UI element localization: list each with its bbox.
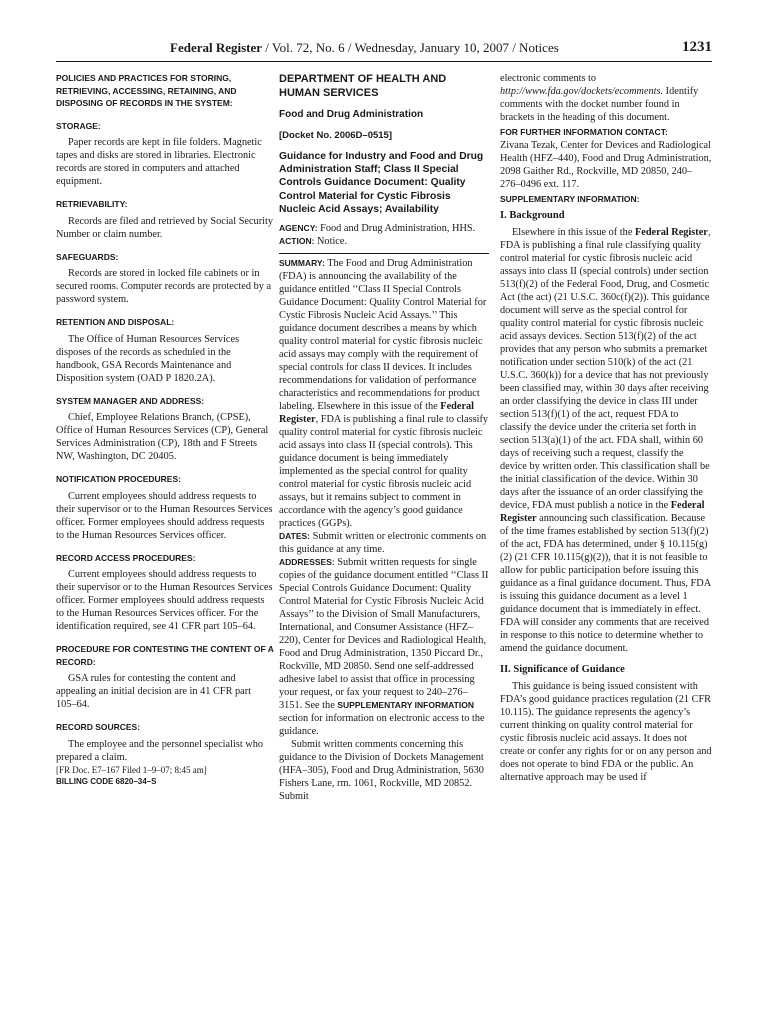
action-text: Notice. xyxy=(314,236,348,248)
background-federal-register-1: Federal Register xyxy=(634,227,708,238)
journal-name: Federal Register xyxy=(170,40,263,55)
storage-text: Paper records are kept in file folders. Magnetic tapes and disks are stored in libraries. Electronic records are stored in computers and attached equipment. xyxy=(56,137,262,187)
agency-text: Food and Drug Administration, HHS. xyxy=(317,223,476,235)
action-line xyxy=(279,235,489,248)
background-federal-register-2: Federal Register xyxy=(500,500,705,524)
significance-text: This guidance is being issued consistent with FDA’s good guidance practices regulation (21 CFR 10.115). The guidance represents the agency’s current thinking on quality control material for cystic fibrosis nucleic acid assays. It does not create or confer any rights for or on any person and does not operate to bind FDA or the public. An alternative approach may be used if xyxy=(500,681,712,783)
column-3 xyxy=(500,72,712,784)
column-2 xyxy=(279,72,489,803)
addresses-supplementary: SUPPLEMENTARY INFORMATION xyxy=(337,700,474,711)
record-sources-text: The employee and the personnel specialist who prepared a claim. xyxy=(56,738,264,763)
record-sources-heading: RECORD SOURCES: xyxy=(56,722,141,732)
retrievability-heading: RETRIEVABILITY: xyxy=(56,199,128,209)
electronic-comments-paragraph xyxy=(500,72,712,124)
dates-text: Submit written or electronic comments on this guidance at any time. xyxy=(279,531,487,556)
storage-heading: STORAGE: xyxy=(56,120,101,131)
agency-line xyxy=(279,222,489,235)
record-access-text: Current employees should address requests to their supervisor or to the Human Resources Services officer. Former employees should address requests to the Human Resources Services officer. For the identification required, see 41 CFR part 105–64. xyxy=(56,569,273,632)
policies-heading: POLICIES AND PRACTICES FOR STORING, RETRIEVING, ACCESSING, RETAINING, AND DISPOSING OF RECORDS IN THE SYSTEM: xyxy=(56,73,237,108)
summary-text-2: , FDA is publishing a final rule to classify quality control material for cystic fibrosis nucleic acid assays into class II (special controls). This guidance document is being immediately implemented as the special control for quality control material for cystic fibrosis nucleic acid assays, but it remains subject to comment in accordance with the agency’s good guidance practices (GGPs). xyxy=(279,414,489,530)
electronic-text-2: Identify comments with the docket number found in brackets in the heading of this document. xyxy=(500,86,699,123)
contact-text: Zivana Tezak, Center for Devices and Radiological Health (HFZ–440), Food and Drug Administration, 2098 Gaither Rd., Rockville, MD 20850, 240–276–0496 ext. 117. xyxy=(500,139,712,190)
background-text-1: Elsewhere in this issue of the xyxy=(512,227,635,238)
addresses-paragraph xyxy=(279,556,489,738)
addresses-text-2: section for information on electronic access to the guidance. xyxy=(279,713,485,738)
issue-info: / Vol. 72, No. 6 / Wednesday, January 10, 2007 / Notices xyxy=(262,40,559,55)
safeguards-text: Records are stored in locked file cabinets or in secured rooms. Computer records are protected by a password system. xyxy=(56,268,272,305)
notification-heading: NOTIFICATION PROCEDURES: xyxy=(56,474,181,484)
action-label: ACTION: xyxy=(279,236,315,247)
fr-doc-line: [FR Doc. E7–167 Filed 1–9–07; 8:45 am] xyxy=(56,764,207,775)
system-manager-heading: SYSTEM MANAGER AND ADDRESS: xyxy=(56,395,205,406)
department-heading: DEPARTMENT OF HEALTH AND HUMAN SERVICES xyxy=(279,73,447,99)
background-text xyxy=(500,226,712,655)
column-1 xyxy=(56,72,274,788)
billing-code: BILLING CODE 6820–34–S xyxy=(56,776,157,786)
agency-label: AGENCY: xyxy=(279,223,318,234)
background-text-3: announcing such classification. Because of the time frames established by section 513(f)(2) of the act, FDA has determined, under § 10.115(g)(2) (21 CFR 10.115(g)(2)), that it is not feasible to allow for public participation before issuing this guidance as a final guidance document. Thus, FDA is issuing this guidance document as a level 1 guidance document that is immediately in effect. FDA will consider any comments that are received in response to this notice to determine whether to amend the guidance document. xyxy=(500,513,711,654)
document-title: Guidance for Industry and Food and Drug Administration Staff; Class II Special Controls Guidance Document: Quality Control Material for Cystic Fibrosis Nucleic Acid Assays; Availability xyxy=(279,151,484,215)
header-rule xyxy=(56,61,712,62)
safeguards-heading: SAFEGUARDS: xyxy=(56,251,119,262)
contact-label: FOR FURTHER INFORMATION CONTACT: xyxy=(500,127,668,137)
retention-text: The Office of Human Resources Services disposes of the records as scheduled in the handbook, GSA Records Maintenance and Disposition system (OAD P 1820.2A). xyxy=(56,333,240,384)
system-manager-text: Chief, Employee Relations Branch, (CPSE), Office of Human Resources Services (CP), General Services Administration (CP), 18th and F Streets NW, Washington, DC 20405. xyxy=(56,412,269,462)
retrievability-text: Records are filed and retrieved by Social Security Number or claim number. xyxy=(56,215,274,240)
summary-text-1: The Food and Drug Administration (FDA) is announcing the availability of the guidance entitled ‘‘Class II Special Controls Guidance Document: Quality Control Material for Cystic Fibrosis Nucleic Acid Assays.’’ This guidance document describes a means by which quality control material for cystic fibrosis nucleic acid assays may comply with the requirement of special controls for class II devices. It includes recommendations for validation of performance characteristics and recommendations for product labeling. Elsewhere in this issue of the xyxy=(279,258,487,413)
contesting-text: GSA rules for contesting the content and appealing an initial decision are in 41 CFR part 105–64. xyxy=(56,673,252,710)
summary-paragraph xyxy=(279,257,489,530)
background-text-2: , FDA is publishing a final rule classifying quality control material for cystic fibrosis nucleic acid assays into class II (special controls) under section 513(f)(2) of the Federal Food, Drug, and Cosmetic Act (the act) (21 U.S.C. 360c(f)(2)). This guidance document will serve as the special control for quality control material for cystic fibrosis nucleic acid assays devices. Section 513(f)(2) of the act provides that any person who submits a premarket notification under section 510(k) of the act (21 U.S.C. 360(k)) for a device that has not previously been classified may, within 30 days after receiving an order classifying the device in class III under section 513(f)(1) of the act, request FDA to classify the device under the criteria set forth in section 513(a)(1) of the act. FDA shall, within 60 days of receiving such a request, classify the device by written order. This classification shall be the initial classification of the device. Within 30 days after the issuance of an order classifying the device, FDA must publish a notice in the xyxy=(500,227,711,511)
docket-number: [Docket No. 2006D–0515] xyxy=(279,130,392,141)
summary-federal-register: Federal Register xyxy=(279,401,475,426)
record-access-heading: RECORD ACCESS PROCEDURES: xyxy=(56,552,196,563)
summary-label: SUMMARY: xyxy=(279,258,325,269)
addresses-label: ADDRESSES: xyxy=(279,557,335,568)
addresses-text-1: Submit written requests for single copies of the guidance document entitled ‘‘Class II Special Controls Guidance Document: Quality Control Material for Cystic Fibrosis Nucleic Acid Assays’’ to the Division of Small Manufacturers, International, and Consumer Assistance (HFZ–220), Center for Devices and Radiological Health, Food and Drug Administration, 1350 Piccard Dr., Rockville, MD 20850. Send one self-addressed adhesive label to assist that office in processing your request, or fax your request to 240–276–3151. See the xyxy=(279,557,489,712)
significance-heading: II. Significance of Guidance xyxy=(500,664,625,675)
dates-paragraph xyxy=(279,530,489,556)
notification-text: Current employees should address requests to their supervisor or to the Human Resources Services officer. Former employees should address requests to the Human Resources Services officer. xyxy=(56,490,273,541)
dates-label: DATES: xyxy=(279,531,311,542)
running-head xyxy=(170,40,559,56)
retention-heading: RETENTION AND DISPOSAL: xyxy=(56,317,175,327)
agency-heading: Food and Drug Administration xyxy=(279,109,424,120)
electronic-text-1: electronic comments to xyxy=(500,73,597,84)
submit-comments-text: Submit written comments concerning this guidance to the Division of Dockets Management (HFA–305), Food and Drug Administration, 5630 Fishers Lane, rm. 1061, Rockville, MD 20852. Submit xyxy=(279,739,484,803)
ecomments-link[interactable]: http://www.fda.gov/dockets/ecomments. xyxy=(500,86,664,97)
section-rule xyxy=(279,253,489,254)
page-number: 1231 xyxy=(682,39,712,55)
contesting-heading: PROCEDURE FOR CONTESTING THE CONTENT OF A RECORD: xyxy=(56,644,274,667)
page-header xyxy=(56,40,712,60)
background-heading: I. Background xyxy=(500,210,565,221)
supplementary-label: SUPPLEMENTARY INFORMATION: xyxy=(500,193,640,204)
